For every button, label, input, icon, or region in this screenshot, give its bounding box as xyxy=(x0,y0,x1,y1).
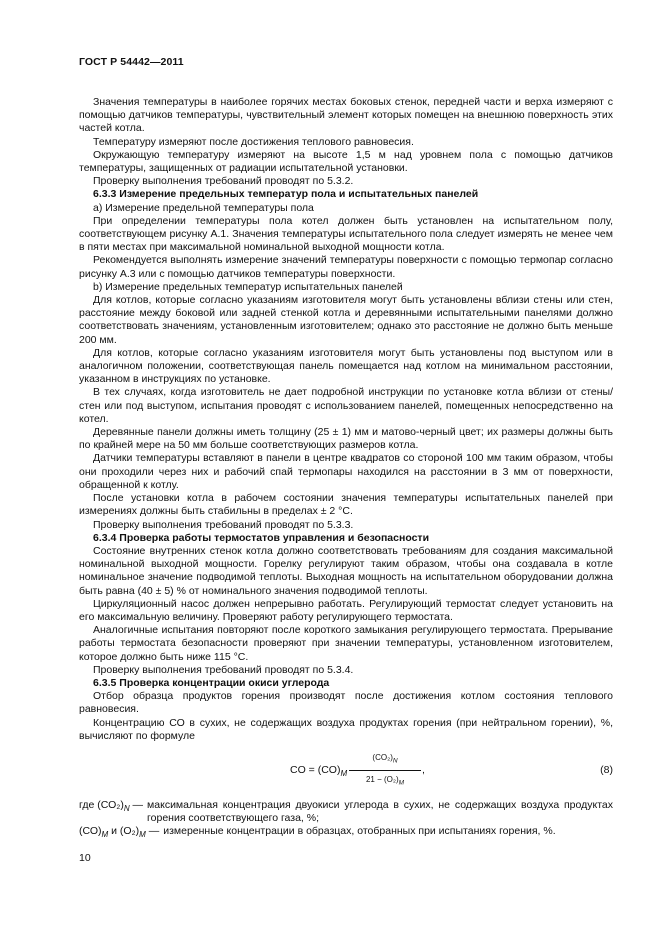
paragraph: Для котлов, которые согласно указаниям изготовителя могут быть установлены под выступом или в аналогичном положении, соответствующая панель помещается над котлом на минимальном расстоянии, указанном в инструкциях по установке. xyxy=(79,346,613,386)
paragraph: Проверку выполнения требований проводят по 5.3.4. xyxy=(93,663,354,676)
fraction-numerator: $(CO_2)_N$ xyxy=(349,751,421,771)
subsection-a: а) Измерение предельной температуры пола xyxy=(93,201,314,214)
page-number: 10 xyxy=(79,852,91,864)
formula-definitions xyxy=(79,799,613,842)
definition-row xyxy=(79,825,613,841)
definition-text: максимальная концентрация двуокиси углерода в сухих, не содержащих воздуха продуктах горения соответствующего газа, %; xyxy=(147,798,613,825)
paragraph: В тех случаях, когда изготовитель не дает подробной инструкции по установке котла вблизи от стены/стен или под выступом, испытания проводят с использованием панелей, помещенных непосредственно на котел. xyxy=(79,386,613,425)
paragraph: Концентрацию СО в сухих, не содержащих воздуха продуктах горения (при нейтральном горении), %, вычисляют по формуле xyxy=(79,716,613,742)
fraction-denominator: $21 - (O_2)_M$ xyxy=(365,774,405,787)
formula-comma: , xyxy=(422,763,425,776)
subsection-b: b) Измерение предельных температур испытательных панелей xyxy=(93,280,403,293)
definition-row xyxy=(79,799,613,825)
paragraph: При определении температуры пола котел должен быть установлен на испытательном полу, соответствующем рисунку А.1. Значения температуры испытательного пола следует измерять не менее чем в пяти местах при максимальной номинальной выходной мощности котла. xyxy=(79,214,613,254)
paragraph: Датчики температуры вставляют в панели в центре квадратов со стороной 100 мм таким образом, чтобы они проходили через них и рабочий спай термопары находился на расстоянии в 3 мм от поверхности, обращенной к котлу. xyxy=(79,452,613,491)
paragraph: Аналогичные испытания повторяют после короткого замыкания регулирующего термостата. Прерывание работы термостата безопасности проверяют при значении температуры, установленном изготовителем, которое должно быть ниже 115 °С. xyxy=(79,624,613,663)
section-heading-6-3-5: 6.3.5 Проверка концентрации окиси углерода xyxy=(93,676,330,689)
formula-8 xyxy=(79,751,613,795)
paragraph: Проверку выполнения требований проводят по 5.3.3. xyxy=(93,518,354,531)
paragraph: Для котлов, которые согласно указаниям изготовителя могут быть установлены вблизи стены или стен, расстояние между боковой или задней стенкой котла и деревянными испытательными панелями должно соответствовать значениям, установленным изготовителем; однако это расстояние не должно быть меньше 200 мм. xyxy=(79,294,613,346)
paragraph: Состояние внутренних стенок котла должно соответствовать требованиям для создания максимальной номинальной выходной мощности. Горелку регулируют таким образом, чтобы она создавала в котле номинальное значение подводимой теплоты. Выходная мощность на испытательном оборудовании должна быть равна (40 ± 5) % от номинального значения подводимой теплоты. xyxy=(79,544,613,597)
formula-lhs: CO = $(CO)_M$ xyxy=(290,763,348,779)
paragraph: Значения температуры в наиболее горячих местах боковых стенок, передней части и верха измеряют с помощью датчиков температуры, чувствительный элемент которых помещен на внешнюю поверхность этих частей котла. xyxy=(79,96,613,135)
page-header: ГОСТ Р 54442—2011 xyxy=(79,56,184,68)
definition-text: измеренные концентрации в образцах, отобранных при испытаниях горения, %. xyxy=(163,825,556,838)
definition-term: где $(СО_2)_N$ — xyxy=(79,798,144,814)
paragraph: Деревянные панели должны иметь толщину (25 ± 1) мм и матово-черный цвет; их размеры должны быть по крайней мере на 50 мм больше соответствующих размеров котла. xyxy=(79,426,613,452)
definition-term: $(СО)_M$ и $(О_2)_M$ — xyxy=(79,825,160,840)
paragraph: Отбор образца продуктов горения производят после достижения котлом состояния теплового равновесия. xyxy=(79,690,613,716)
paragraph: После установки котла в рабочем состоянии значения температуры испытательных панелей при измерениях должны быть стабильны в пределах ± 2 °С. xyxy=(79,492,613,518)
document-body xyxy=(79,96,613,842)
formula-number: (8) xyxy=(600,763,613,776)
formula-fraction xyxy=(349,751,421,790)
paragraph: Циркуляционный насос должен непрерывно работать. Регулирующий термостат следует установить на его максимальную величину. Проверяют работу регулирующего термостата. xyxy=(79,597,613,623)
paragraph: Рекомендуется выполнять измерение значений температуры поверхности с помощью термопар согласно рисунку А.3 или с помощью датчиков температуры поверхности. xyxy=(79,254,613,280)
paragraph: Проверку выполнения требований проводят по 5.3.2. xyxy=(93,175,354,188)
section-heading-6-3-3: 6.3.3 Измерение предельных температур пола и испытательных панелей xyxy=(93,188,479,201)
section-heading-6-3-4: 6.3.4 Проверка работы термостатов управления и безопасности xyxy=(93,531,430,544)
paragraph: Окружающую температуру измеряют на высоте 1,5 м над уровнем пола с помощью датчиков температуры, защищенных от радиации испытательной установки. xyxy=(79,148,613,175)
paragraph: Температуру измеряют после достижения теплового равновесия. xyxy=(93,135,414,148)
